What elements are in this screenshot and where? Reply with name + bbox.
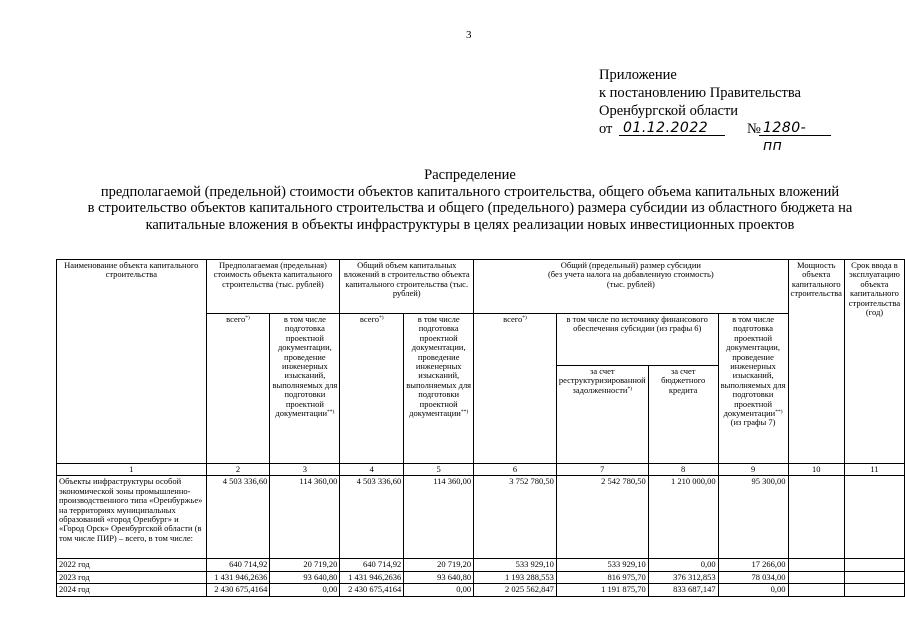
cell-budget-credit: 376 312,853 [648, 571, 718, 583]
header-subsidy-line-1: Общий (предельный) размер субсидии [560, 260, 701, 270]
header-invest-total: всего*) [340, 314, 404, 464]
cell-subsidy-total: 1 193 288,553 [474, 571, 557, 583]
cell-budget-credit: 1 210 000,00 [648, 476, 718, 559]
header-cost-total: всего*) [206, 314, 270, 464]
table-row [57, 559, 905, 571]
col-number: 4 [340, 464, 404, 476]
appendix-date: 01.12.2022 [623, 120, 709, 136]
cell-term [844, 584, 904, 596]
col-number: 11 [844, 464, 904, 476]
col-number: 8 [648, 464, 718, 476]
cell-budget-credit: 0,00 [648, 559, 718, 571]
distribution-table [56, 259, 905, 597]
appendix-number-sign: № [747, 121, 761, 137]
cell-subsidy-incl: 17 266,00 [718, 559, 788, 571]
header-power: Мощность объекта капитального строительства [788, 260, 844, 464]
title-line-2: предполагаемой (предельной) стоимости объектов капитального строительства, общего объема капитальных вложений [100, 183, 840, 200]
cell-invest-incl: 0,00 [404, 584, 474, 596]
col-number: 2 [206, 464, 270, 476]
cell-cost-total: 2 430 675,4164 [206, 584, 270, 596]
appendix-line-1: Приложение [599, 67, 677, 83]
cell-invest-incl: 20 719,20 [404, 559, 474, 571]
header-subsidy [474, 260, 788, 314]
cell-cost-total: 1 431 946,2636 [206, 571, 270, 583]
cell-cost-total: 4 503 336,60 [206, 476, 270, 559]
header-cost-incl: в том числе подготовка проектной документации, проведение инженерных изысканий, выполняемых для подготовки проектной документации**) [270, 314, 340, 464]
cell-power [788, 584, 844, 596]
cell-invest-total: 640 714,92 [340, 559, 404, 571]
col-number: 1 [57, 464, 207, 476]
cell-term [844, 476, 904, 559]
table-row [57, 476, 905, 559]
cell-restructured: 533 929,10 [556, 559, 648, 571]
header-subsidy-line-2: (без учета налога на добавленную стоимость) [547, 269, 714, 280]
column-numbers-row [57, 464, 905, 476]
header-name: Наименование объекта капитального строительства [57, 260, 207, 464]
cell-cost-incl: 93 640,80 [270, 571, 340, 583]
appendix-number: 1280-пп [763, 120, 807, 154]
appendix-block [599, 66, 807, 154]
cell-cost-incl: 20 719,20 [270, 559, 340, 571]
cell-restructured: 816 975,70 [556, 571, 648, 583]
row-name: 2022 год [57, 559, 207, 571]
page-number: 3 [466, 29, 472, 41]
title-line-1: Распределение [424, 167, 516, 183]
header-cost: Предполагаемая (предельная) стоимость объекта капитального строительства (тыс. рублей) [206, 260, 340, 314]
cell-restructured: 2 542 780,50 [556, 476, 648, 559]
header-invest: Общий объем капитальных вложений в строительство объекта капитального строительства (тыс. рублей) [340, 260, 474, 314]
appendix-ot: от [599, 121, 613, 137]
cell-cost-incl: 0,00 [270, 584, 340, 596]
row-name: 2023 год [57, 571, 207, 583]
cell-power [788, 476, 844, 559]
cell-invest-incl: 93 640,80 [404, 571, 474, 583]
document-title [40, 167, 900, 233]
cell-invest-total: 1 431 946,2636 [340, 571, 404, 583]
appendix-line-2: к постановлению Правительства [599, 85, 801, 101]
table-row [57, 584, 905, 596]
appendix-date-line [599, 120, 807, 154]
cell-subsidy-incl: 0,00 [718, 584, 788, 596]
cell-power [788, 571, 844, 583]
col-number: 6 [474, 464, 557, 476]
col-number: 7 [556, 464, 648, 476]
row-name: Объекты инфраструктуры особой экономической зоны промышленно-производственного типа «Оренбуржье» на территориях муниципальных образований «город Оренбург» и «Город Орск» Оренбургской области (в том числе ПИР) – всего, в том числе: [57, 476, 207, 559]
cell-subsidy-total: 2 025 562,847 [474, 584, 557, 596]
header-term: Срок ввода в эксплуатацию объекта капитального строительства (год) [844, 260, 904, 464]
header-by-source: в том числе по источнику финансового обеспечения субсидии (из графы 6) [556, 314, 718, 366]
cell-invest-incl: 114 360,00 [404, 476, 474, 559]
cell-restructured: 1 191 875,70 [556, 584, 648, 596]
cell-term [844, 559, 904, 571]
col-number: 10 [788, 464, 844, 476]
cell-cost-incl: 114 360,00 [270, 476, 340, 559]
col-number: 3 [270, 464, 340, 476]
cell-invest-total: 4 503 336,60 [340, 476, 404, 559]
cell-term [844, 571, 904, 583]
table-row [57, 571, 905, 583]
cell-cost-total: 640 714,92 [206, 559, 270, 571]
header-subsidy-total: всего*) [474, 314, 557, 464]
cell-subsidy-total: 533 929,10 [474, 559, 557, 571]
header-invest-incl: в том числе подготовка проектной документации, проведение инженерных изысканий, выполняемых для подготовки проектной документации**) [404, 314, 474, 464]
cell-subsidy-incl: 95 300,00 [718, 476, 788, 559]
cell-power [788, 559, 844, 571]
title-line-3: в строительство объектов капитального строительства и общего (предельного) размера субсидии из областного бюджета на [87, 200, 853, 216]
appendix-line-3: Оренбургской области [599, 103, 739, 119]
col-number: 5 [404, 464, 474, 476]
row-name: 2024 год [57, 584, 207, 596]
header-subsidy-line-3: (тыс. рублей) [606, 278, 655, 289]
cell-budget-credit: 833 687,147 [648, 584, 718, 596]
cell-subsidy-incl: 78 034,00 [718, 571, 788, 583]
col-number: 9 [718, 464, 788, 476]
cell-subsidy-total: 3 752 780,50 [474, 476, 557, 559]
header-restructured: за счет реструктуризированной задолженности*) [556, 366, 648, 464]
title-line-4: капитальные вложения в объекты инфраструктуры в целях реализации новых инвестиционных проектов [145, 216, 795, 233]
header-budget-credit: за счет бюджетного кредита [648, 366, 718, 464]
cell-invest-total: 2 430 675,4164 [340, 584, 404, 596]
header-subsidy-incl: в том числе подготовка проектной документации, проведение инженерных изысканий, выполняемых для подготовки проектной документации**) (из графы 7) [718, 314, 788, 464]
